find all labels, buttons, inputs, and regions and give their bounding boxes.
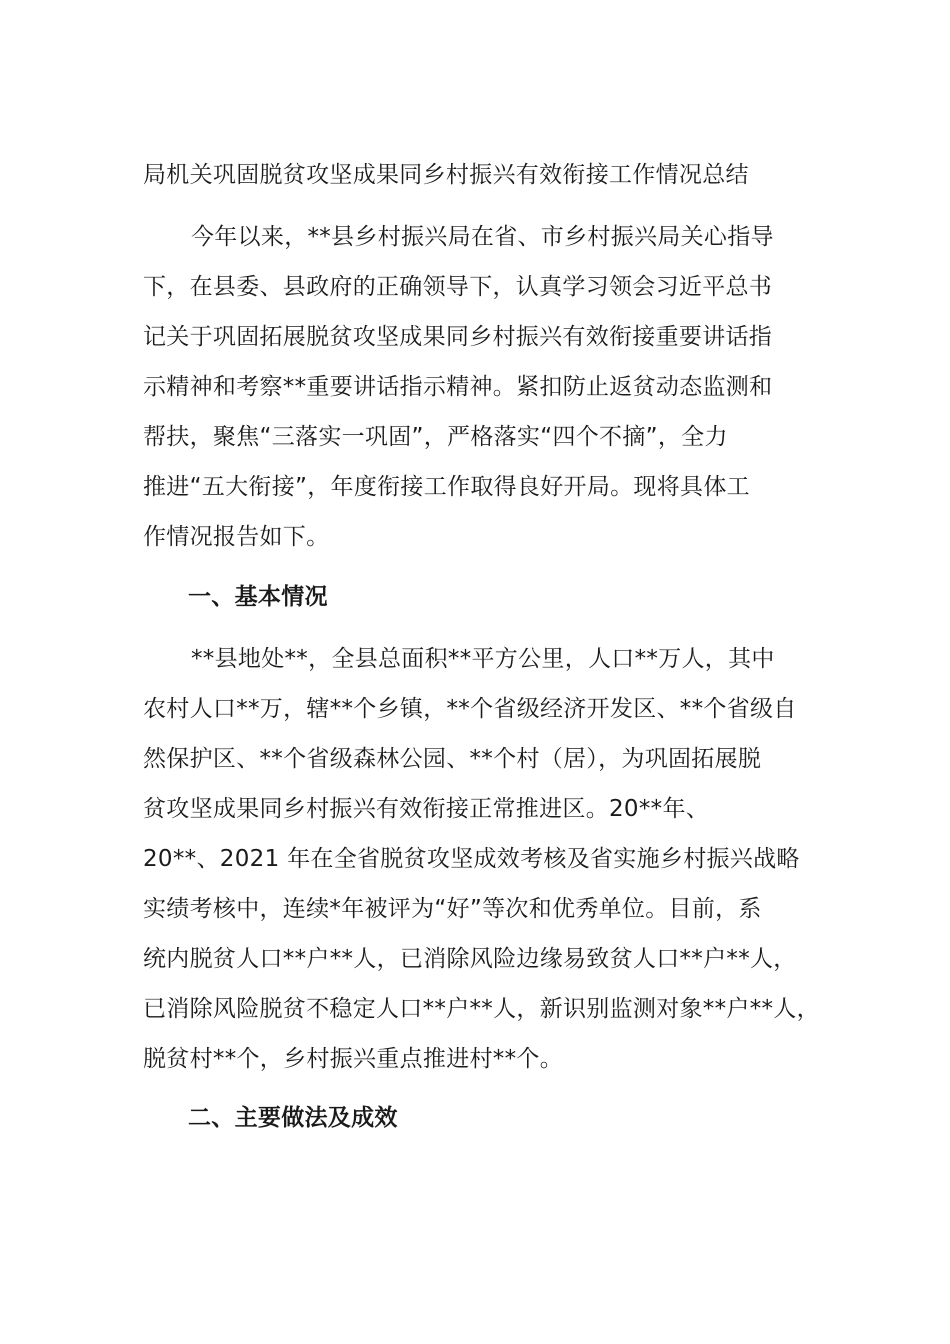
intro-line: 推进“五大衔接”，年度衔接工作取得良好开局。现将具体工 bbox=[143, 474, 750, 500]
intro-paragraph bbox=[143, 212, 833, 562]
intro-line: 记关于巩固拓展脱贫攻坚成果同乡村振兴有效衔接重要讲话指 bbox=[143, 324, 773, 350]
section1-line: 已消除风险脱贫不稳定人口**户**人，新识别监测对象**户**人， bbox=[143, 996, 820, 1022]
section1-heading: 一、基本情况 bbox=[188, 584, 328, 610]
section1-line: 20**、2021 年在全省脱贫攻坚成效考核及省实施乡村振兴战略 bbox=[143, 846, 800, 872]
section1-line: 脱贫村**个，乡村振兴重点推进村**个。 bbox=[143, 1046, 563, 1072]
intro-line: 下，在县委、县政府的正确领导下，认真学习领会习近平总书 bbox=[143, 274, 773, 300]
intro-line: 作情况报告如下。 bbox=[143, 524, 330, 550]
intro-line: 示精神和考察**重要讲话指示精神。紧扣防止返贫动态监测和 bbox=[143, 374, 773, 400]
section1-line: 农村人口**万，辖**个乡镇，**个省级经济开发区、**个省级自 bbox=[143, 696, 797, 722]
section1-line: 贫攻坚成果同乡村振兴有效衔接正常推进区。20**年、 bbox=[143, 796, 710, 822]
section1-line: 实绩考核中，连续*年被评为“好”等次和优秀单位。目前，系 bbox=[143, 896, 762, 922]
section1-line: **县地处**，全县总面积**平方公里，人口**万人，其中 bbox=[191, 646, 775, 672]
intro-line: 今年以来，**县乡村振兴局在省、市乡村振兴局关心指导 bbox=[191, 224, 774, 250]
document-title: 局机关巩固脱贫攻坚成果同乡村振兴有效衔接工作情况总结 bbox=[143, 162, 749, 188]
section1-paragraph bbox=[143, 634, 833, 1084]
section1-line: 然保护区、**个省级森林公园、**个村（居），为巩固拓展脱 bbox=[143, 746, 762, 772]
section1-line: 统内脱贫人口**户**人，已消除风险边缘易致贫人口**户**人， bbox=[143, 946, 797, 972]
section2-heading: 二、主要做法及成效 bbox=[188, 1105, 398, 1131]
intro-line: 帮扶，聚焦“三落实一巩固”，严格落实“四个不摘”，全力 bbox=[143, 424, 728, 450]
